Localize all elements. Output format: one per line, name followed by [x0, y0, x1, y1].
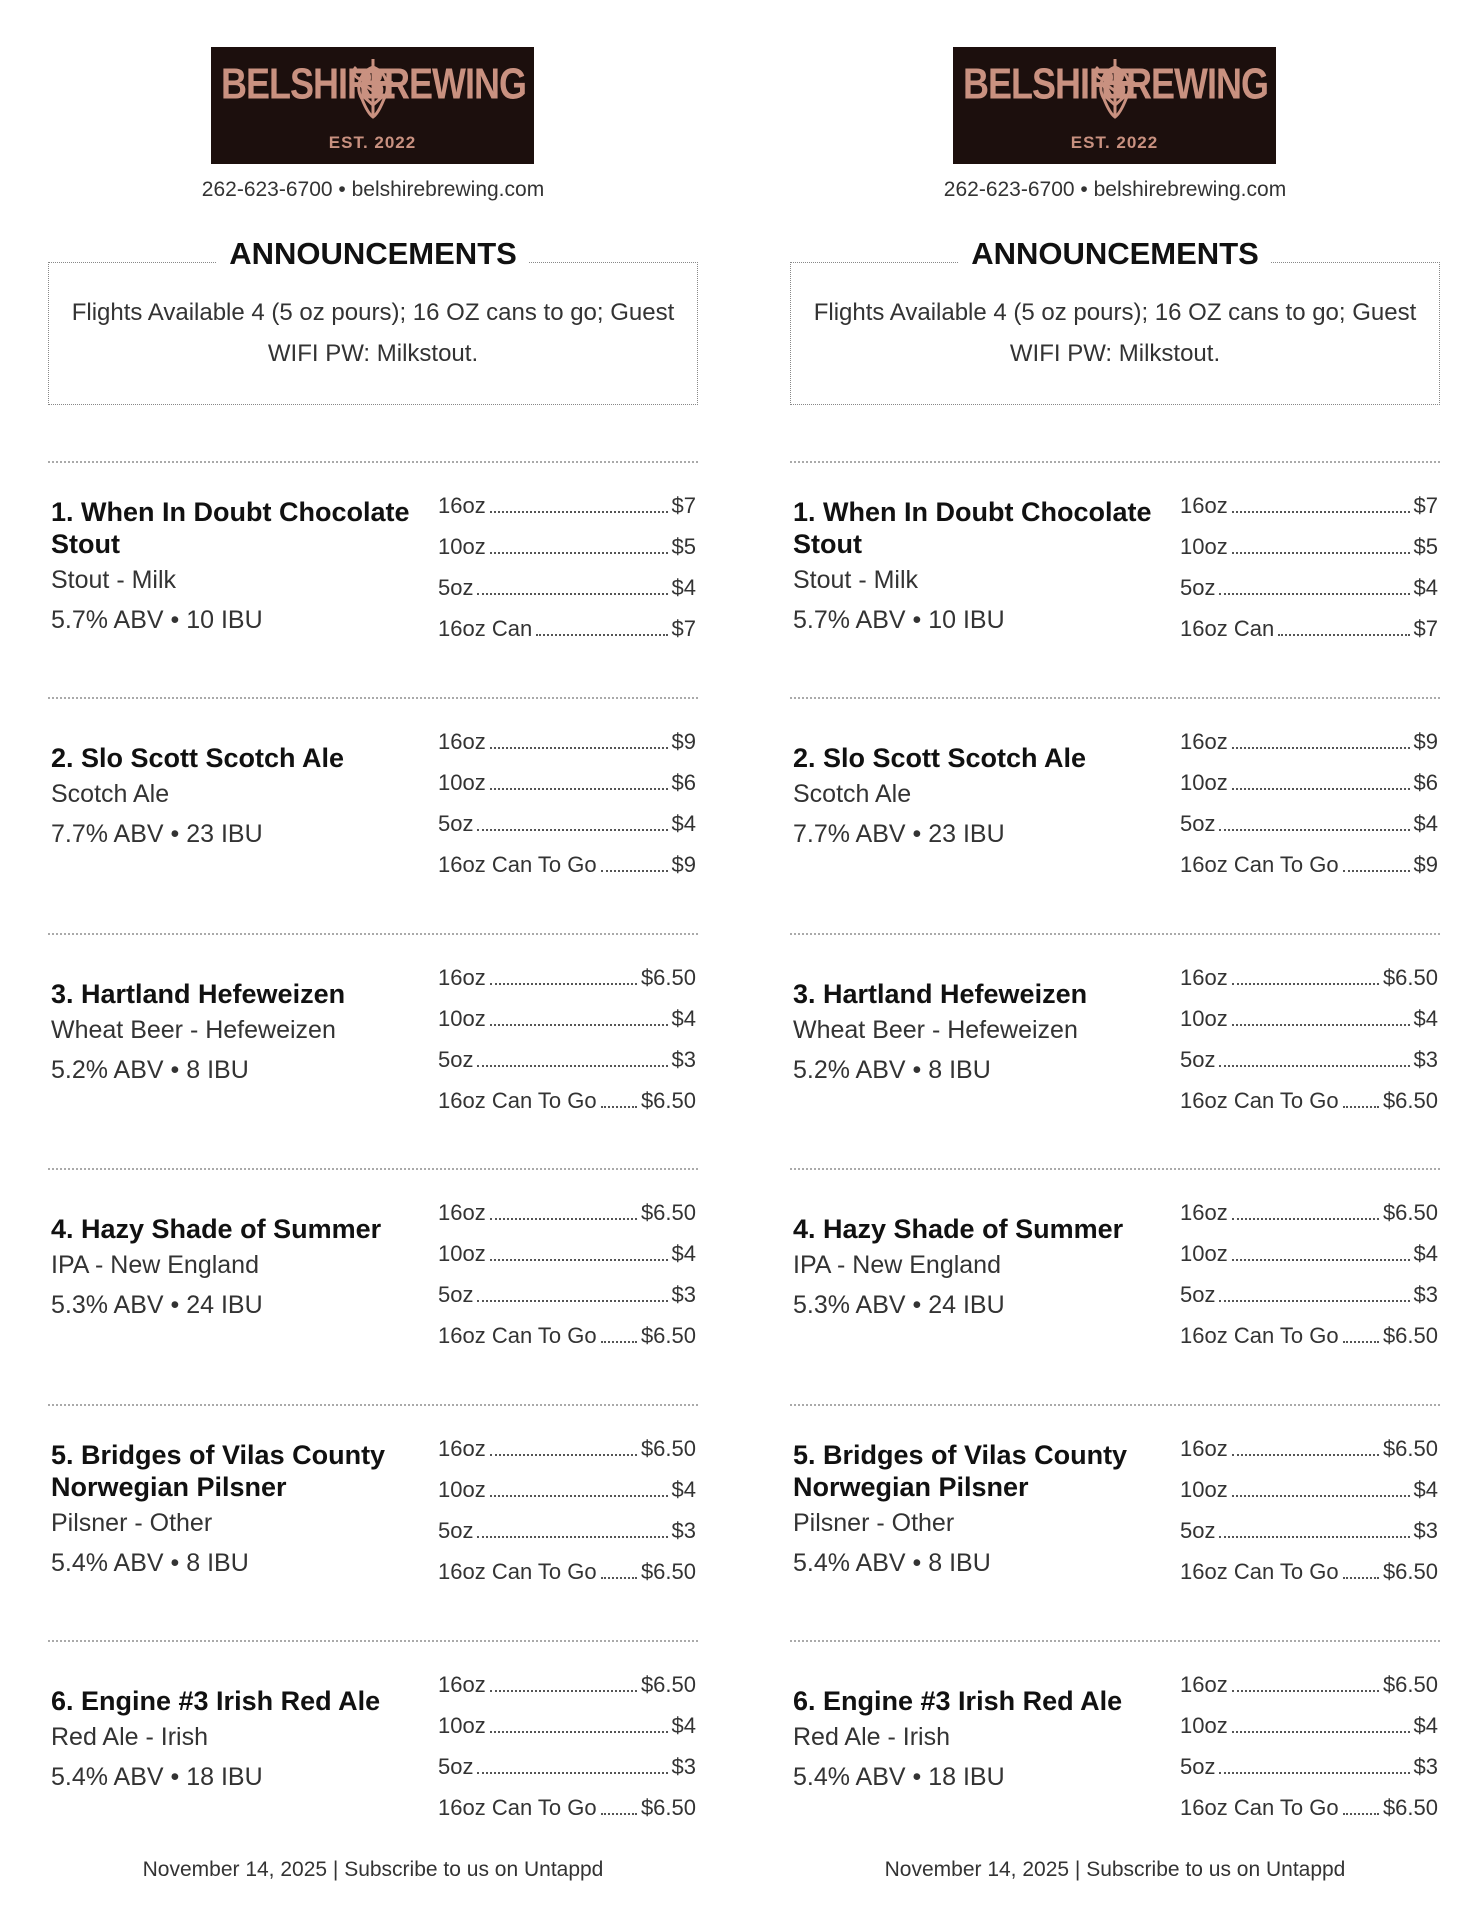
price-row [438, 1241, 696, 1282]
serving-price: $4 [1413, 575, 1438, 600]
dot-leader [1232, 983, 1379, 985]
serving-size: 10oz [438, 1477, 486, 1502]
serving-price: $4 [1413, 1241, 1438, 1266]
beer-name: 2. Slo Scott Scotch Ale [793, 743, 1087, 773]
serving-price: $6.50 [1382, 1672, 1438, 1697]
beer-abv-ibu: 5.3% ABV • 24 IBU [793, 1291, 1005, 1319]
beer-name: 4. Hazy Shade of Summer [51, 1214, 382, 1244]
serving-price: $4 [671, 811, 696, 836]
beer-info [793, 1685, 1153, 1797]
serving-price: $3 [1413, 1047, 1438, 1072]
announcements-text: Flights Available 4 (5 oz pours); 16 OZ cans to go; Guest WIFI PW: Milkstout. [813, 299, 1417, 367]
logo-word-1: BELSHIRE [963, 59, 1138, 109]
serving-price: $4 [671, 1477, 696, 1502]
serving-price: $3 [671, 1518, 696, 1543]
serving-price: $6.50 [640, 965, 696, 990]
serving-price: $3 [671, 1047, 696, 1072]
dot-leader [490, 511, 668, 513]
beer-abv-ibu: 7.7% ABV • 23 IBU [793, 820, 1005, 848]
price-row [1180, 729, 1438, 770]
price-list [1180, 729, 1438, 893]
serving-size: 16oz [438, 1672, 486, 1697]
beer-name: 3. Hartland Hefeweizen [793, 979, 1088, 1009]
beer-info [51, 742, 411, 854]
dot-leader [1219, 593, 1409, 595]
dot-leader [1232, 552, 1410, 554]
beer-style: Red Ale - Irish [51, 1723, 209, 1751]
price-row [1180, 1795, 1438, 1836]
beer-abv-ibu: 5.2% ABV • 8 IBU [793, 1056, 991, 1084]
dot-leader [1232, 1454, 1379, 1456]
price-row [438, 575, 696, 616]
serving-size: 16oz [438, 1200, 486, 1225]
serving-price: $3 [1413, 1282, 1438, 1307]
serving-price: $4 [671, 1713, 696, 1738]
section-divider [790, 697, 1440, 699]
serving-size: 16oz Can To Go [438, 1088, 597, 1113]
brand-logo [953, 47, 1276, 164]
dot-leader [1232, 1495, 1410, 1497]
serving-size: 5oz [1180, 1047, 1216, 1072]
logo-word-2: BREWING [1101, 59, 1268, 109]
price-row [438, 493, 696, 534]
beer-abv-ibu: 7.7% ABV • 23 IBU [51, 820, 263, 848]
beer-name: 1. When In Doubt Chocolate Stout [51, 497, 410, 559]
beer-abv-ibu: 5.4% ABV • 18 IBU [793, 1763, 1005, 1791]
serving-price: $7 [1413, 616, 1438, 641]
dot-leader [490, 552, 668, 554]
serving-size: 10oz [438, 534, 486, 559]
section-divider [48, 933, 698, 935]
price-list [1180, 1672, 1438, 1836]
serving-price: $4 [1413, 1477, 1438, 1502]
serving-price: $4 [1413, 811, 1438, 836]
price-row [438, 1477, 696, 1518]
serving-price: $6 [1413, 770, 1438, 795]
dot-leader [601, 1813, 637, 1815]
serving-price: $9 [1413, 729, 1438, 754]
price-row [1180, 1672, 1438, 1713]
price-row [438, 729, 696, 770]
serving-price: $6.50 [640, 1795, 696, 1820]
serving-size: 16oz [438, 729, 486, 754]
serving-price: $5 [1413, 534, 1438, 559]
serving-price: $7 [671, 493, 696, 518]
serving-price: $6.50 [640, 1559, 696, 1584]
beer-info [793, 496, 1153, 640]
serving-price: $6 [671, 770, 696, 795]
beer-abv-ibu: 5.7% ABV • 10 IBU [793, 606, 1005, 634]
price-row [438, 1713, 696, 1754]
serving-price: $9 [671, 852, 696, 877]
price-row [1180, 770, 1438, 811]
dot-leader [1232, 1259, 1410, 1261]
price-row [1180, 1518, 1438, 1559]
dot-leader [1343, 1577, 1379, 1579]
price-row [438, 534, 696, 575]
price-row [1180, 493, 1438, 534]
price-row [1180, 575, 1438, 616]
price-row [1180, 1200, 1438, 1241]
price-list [438, 1672, 696, 1836]
serving-size: 10oz [1180, 1713, 1228, 1738]
beer-info [51, 1213, 411, 1325]
dot-leader [601, 870, 668, 872]
dot-leader [1343, 870, 1410, 872]
serving-price: $9 [671, 729, 696, 754]
beer-name: 6. Engine #3 Irish Red Ale [793, 1686, 1123, 1716]
beer-style: Wheat Beer - Hefeweizen [793, 1016, 1078, 1044]
beer-style: IPA - New England [793, 1251, 1001, 1279]
beer-style: Stout - Milk [793, 566, 919, 594]
dot-leader [490, 1024, 668, 1026]
price-row [438, 616, 696, 657]
beer-style: Pilsner - Other [51, 1509, 213, 1537]
beer-info [51, 496, 411, 640]
serving-size: 10oz [1180, 1006, 1228, 1031]
section-divider [790, 1404, 1440, 1406]
serving-price: $6.50 [640, 1672, 696, 1697]
dot-leader [490, 1690, 637, 1692]
price-row [438, 965, 696, 1006]
serving-price: $4 [1413, 1713, 1438, 1738]
section-divider [48, 1168, 698, 1170]
beer-style: IPA - New England [51, 1251, 259, 1279]
beer-abv-ibu: 5.4% ABV • 18 IBU [51, 1763, 263, 1791]
serving-price: $6.50 [1382, 1323, 1438, 1348]
beer-name: 3. Hartland Hefeweizen [51, 979, 346, 1009]
serving-size: 10oz [1180, 1241, 1228, 1266]
beer-name: 5. Bridges of Vilas County Norwegian Pilsner [51, 1440, 386, 1502]
section-divider [48, 1404, 698, 1406]
dot-leader [477, 1536, 667, 1538]
brand-logo [211, 47, 534, 164]
dot-leader [477, 593, 667, 595]
serving-price: $6.50 [640, 1323, 696, 1348]
beer-abv-ibu: 5.4% ABV • 8 IBU [793, 1549, 991, 1577]
price-row [1180, 1282, 1438, 1323]
dot-leader [601, 1341, 637, 1343]
price-list [438, 493, 696, 657]
dot-leader [490, 747, 668, 749]
serving-size: 16oz [1180, 965, 1228, 990]
price-list [438, 1436, 696, 1600]
serving-size: 16oz Can To Go [438, 1795, 597, 1820]
serving-price: $4 [1413, 1006, 1438, 1031]
beer-info [51, 1685, 411, 1797]
beer-style: Stout - Milk [51, 566, 177, 594]
serving-size: 16oz [1180, 1436, 1228, 1461]
dot-leader [477, 829, 667, 831]
serving-price: $4 [671, 1006, 696, 1031]
dot-leader [1219, 829, 1409, 831]
serving-price: $7 [1413, 493, 1438, 518]
section-divider [790, 461, 1440, 463]
section-divider [48, 461, 698, 463]
dot-leader [1232, 788, 1410, 790]
serving-size: 5oz [1180, 575, 1216, 600]
dot-leader [490, 1259, 668, 1261]
price-list [438, 729, 696, 893]
price-row [1180, 1088, 1438, 1129]
dot-leader [490, 1454, 637, 1456]
serving-size: 16oz [1180, 729, 1228, 754]
serving-price: $6.50 [640, 1436, 696, 1461]
dot-leader [490, 1495, 668, 1497]
price-row [1180, 811, 1438, 852]
dot-leader [1219, 1536, 1409, 1538]
serving-price: $6.50 [1382, 1559, 1438, 1584]
serving-size: 5oz [438, 1754, 474, 1779]
section-divider [790, 1168, 1440, 1170]
beer-style: Scotch Ale [51, 780, 170, 808]
dot-leader [490, 983, 637, 985]
serving-price: $3 [671, 1754, 696, 1779]
serving-size: 16oz Can To Go [1180, 1795, 1339, 1820]
dot-leader [601, 1106, 637, 1108]
beer-name: 6. Engine #3 Irish Red Ale [51, 1686, 381, 1716]
serving-price: $3 [1413, 1754, 1438, 1779]
dot-leader [1219, 1772, 1409, 1774]
serving-size: 16oz Can To Go [1180, 1559, 1339, 1584]
price-row [438, 1047, 696, 1088]
serving-size: 16oz Can To Go [1180, 1323, 1339, 1348]
dot-leader [477, 1065, 667, 1067]
price-row [438, 1200, 696, 1241]
dot-leader [1232, 1731, 1410, 1733]
serving-size: 10oz [1180, 1477, 1228, 1502]
serving-size: 5oz [1180, 1282, 1216, 1307]
price-row [1180, 1323, 1438, 1364]
serving-size: 10oz [438, 770, 486, 795]
announcements-text: Flights Available 4 (5 oz pours); 16 OZ cans to go; Guest WIFI PW: Milkstout. [71, 299, 675, 367]
price-list [1180, 1200, 1438, 1364]
dot-leader [1232, 1218, 1379, 1220]
price-row [1180, 1754, 1438, 1795]
serving-price: $6.50 [1382, 1795, 1438, 1820]
price-row [1180, 534, 1438, 575]
serving-size: 16oz Can To Go [1180, 1088, 1339, 1113]
price-row [1180, 1477, 1438, 1518]
dot-leader [490, 1218, 637, 1220]
dot-leader [490, 1731, 668, 1733]
announcements-heading: ANNOUNCEMENTS [790, 236, 1440, 272]
price-row [438, 1282, 696, 1323]
dot-leader [1343, 1341, 1379, 1343]
price-row [438, 1436, 696, 1477]
price-row [438, 1795, 696, 1836]
serving-size: 16oz [1180, 1200, 1228, 1225]
serving-price: $5 [671, 534, 696, 559]
price-list [1180, 493, 1438, 657]
serving-size: 16oz Can To Go [1180, 852, 1339, 877]
dot-leader [1232, 747, 1410, 749]
price-row [1180, 616, 1438, 657]
beer-info [793, 1213, 1153, 1325]
beer-name: 1. When In Doubt Chocolate Stout [793, 497, 1152, 559]
price-row [1180, 1047, 1438, 1088]
price-row [438, 811, 696, 852]
serving-price: $9 [1413, 852, 1438, 877]
beer-info [793, 1439, 1153, 1583]
serving-price: $7 [671, 616, 696, 641]
price-row [438, 1518, 696, 1559]
dot-leader [477, 1300, 667, 1302]
section-divider [790, 933, 1440, 935]
serving-size: 10oz [438, 1713, 486, 1738]
serving-size: 16oz Can To Go [438, 1323, 597, 1348]
contact-info: 262-623-6700 • belshirebrewing.com [201, 178, 545, 201]
beer-style: Red Ale - Irish [793, 1723, 951, 1751]
serving-size: 16oz [438, 1436, 486, 1461]
serving-price: $6.50 [1382, 1088, 1438, 1113]
beer-abv-ibu: 5.4% ABV • 8 IBU [51, 1549, 249, 1577]
serving-size: 5oz [1180, 1754, 1216, 1779]
beer-info [793, 978, 1153, 1090]
logo-word-2: BREWING [359, 59, 526, 109]
beer-info [51, 978, 411, 1090]
price-row [1180, 1559, 1438, 1600]
serving-size: 16oz Can [438, 616, 533, 641]
serving-size: 5oz [438, 575, 474, 600]
dot-leader [1232, 511, 1410, 513]
section-divider [48, 697, 698, 699]
price-list [438, 965, 696, 1129]
serving-price: $3 [671, 1282, 696, 1307]
beer-name: 5. Bridges of Vilas County Norwegian Pilsner [793, 1440, 1128, 1502]
price-list [438, 1200, 696, 1364]
serving-price: $6.50 [1382, 1200, 1438, 1225]
beer-abv-ibu: 5.2% ABV • 8 IBU [51, 1056, 249, 1084]
price-row [1180, 1713, 1438, 1754]
serving-price: $6.50 [640, 1200, 696, 1225]
serving-price: $4 [671, 575, 696, 600]
serving-price: $6.50 [640, 1088, 696, 1113]
price-row [438, 1006, 696, 1047]
serving-size: 16oz [438, 965, 486, 990]
serving-price: $4 [671, 1241, 696, 1266]
serving-size: 5oz [438, 1282, 474, 1307]
dot-leader [601, 1577, 637, 1579]
price-list [1180, 1436, 1438, 1600]
serving-size: 10oz [1180, 770, 1228, 795]
dot-leader [1232, 1690, 1379, 1692]
serving-size: 10oz [438, 1241, 486, 1266]
dot-leader [1278, 634, 1409, 636]
price-row [438, 1672, 696, 1713]
serving-size: 5oz [438, 811, 474, 836]
dot-leader [1343, 1106, 1379, 1108]
serving-size: 16oz [1180, 1672, 1228, 1697]
beer-name: 4. Hazy Shade of Summer [793, 1214, 1124, 1244]
price-row [1180, 852, 1438, 893]
dot-leader [1219, 1065, 1409, 1067]
section-divider [790, 1640, 1440, 1642]
price-row [1180, 1436, 1438, 1477]
dot-leader [1232, 1024, 1410, 1026]
footer-text: November 14, 2025 | Subscribe to us on Untappd [142, 1858, 604, 1881]
serving-size: 16oz Can [1180, 616, 1275, 641]
announcements-heading: ANNOUNCEMENTS [48, 236, 698, 272]
serving-size: 10oz [438, 1006, 486, 1031]
beer-style: Scotch Ale [793, 780, 912, 808]
serving-size: 16oz [438, 493, 486, 518]
dot-leader [1343, 1813, 1379, 1815]
price-row [438, 1754, 696, 1795]
price-row [1180, 965, 1438, 1006]
menu-column-right [790, 0, 1440, 1920]
beer-name: 2. Slo Scott Scotch Ale [51, 743, 345, 773]
dot-leader [1219, 1300, 1409, 1302]
price-row [438, 1088, 696, 1129]
serving-size: 5oz [1180, 811, 1216, 836]
serving-price: $6.50 [1382, 965, 1438, 990]
serving-size: 5oz [438, 1047, 474, 1072]
beer-info [793, 742, 1153, 854]
menu-column-left [48, 0, 698, 1920]
beer-abv-ibu: 5.7% ABV • 10 IBU [51, 606, 263, 634]
logo-established: EST. 2022 [328, 133, 417, 152]
price-row [438, 770, 696, 811]
dot-leader [490, 788, 668, 790]
price-row [438, 1323, 696, 1364]
dot-leader [536, 634, 667, 636]
serving-size: 10oz [1180, 534, 1228, 559]
price-list [1180, 965, 1438, 1129]
serving-size: 5oz [1180, 1518, 1216, 1543]
beer-info [51, 1439, 411, 1583]
serving-price: $3 [1413, 1518, 1438, 1543]
price-row [438, 1559, 696, 1600]
beer-style: Wheat Beer - Hefeweizen [51, 1016, 336, 1044]
serving-size: 16oz [1180, 493, 1228, 518]
logo-word-1: BELSHIRE [221, 59, 396, 109]
price-row [1180, 1006, 1438, 1047]
serving-size: 16oz Can To Go [438, 1559, 597, 1584]
serving-size: 16oz Can To Go [438, 852, 597, 877]
section-divider [48, 1640, 698, 1642]
serving-size: 5oz [438, 1518, 474, 1543]
dot-leader [477, 1772, 667, 1774]
price-row [1180, 1241, 1438, 1282]
price-row [438, 852, 696, 893]
beer-abv-ibu: 5.3% ABV • 24 IBU [51, 1291, 263, 1319]
footer-text: November 14, 2025 | Subscribe to us on Untappd [884, 1858, 1346, 1881]
beer-style: Pilsner - Other [793, 1509, 955, 1537]
logo-established: EST. 2022 [1070, 133, 1159, 152]
contact-info: 262-623-6700 • belshirebrewing.com [943, 178, 1287, 201]
serving-price: $6.50 [1382, 1436, 1438, 1461]
